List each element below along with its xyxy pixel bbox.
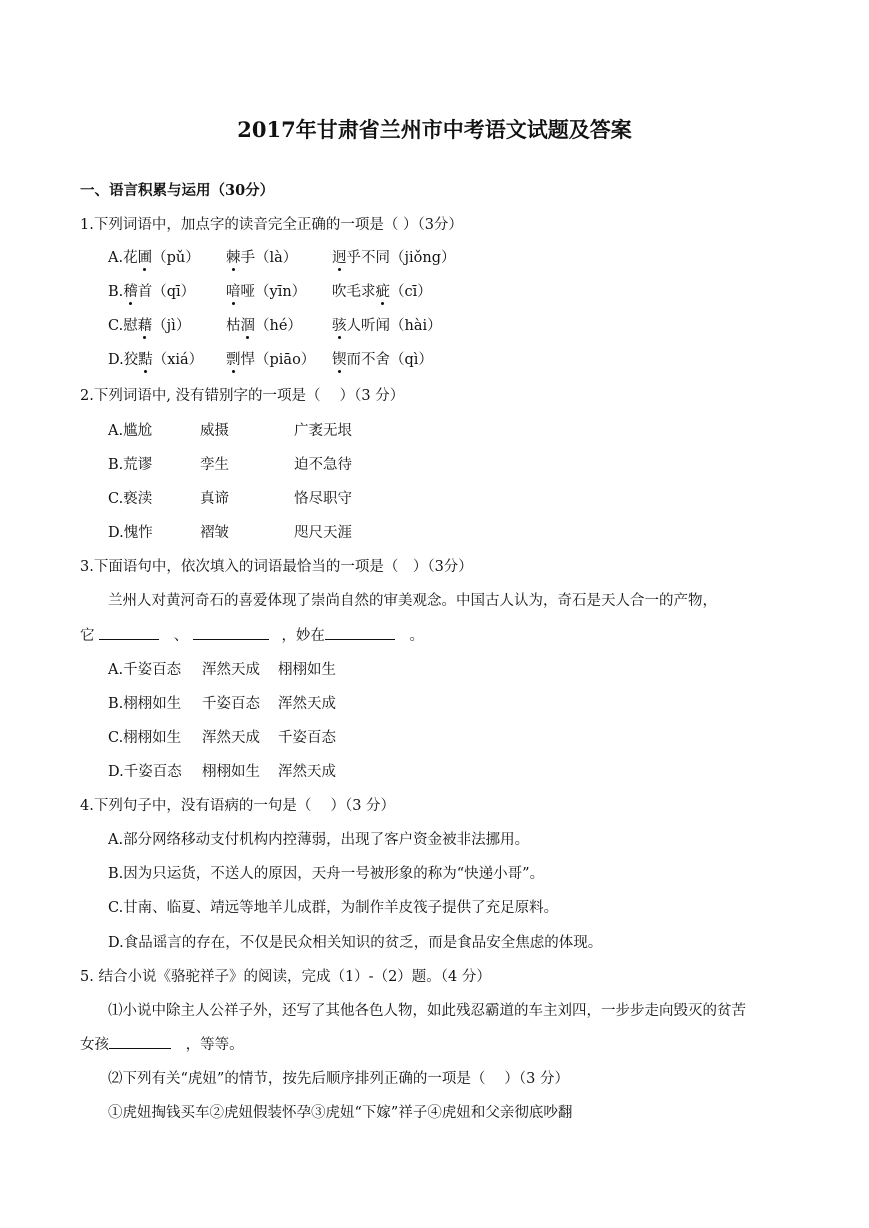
question-5-part2-sequence: ①虎妞掏钱买车②虎妞假装怀孕③虎妞“下嫁”祥子④虎妞和父亲彻底吵翻 bbox=[108, 1105, 573, 1121]
question-3-option-d: D.千姿百态 栩栩如生 浑然天成 bbox=[108, 764, 336, 780]
fill-blank-3 bbox=[325, 625, 395, 640]
question-2-option-b: B.荒谬 孪生 迫不急待 bbox=[108, 457, 352, 473]
question-3-passage-line2: 它 、 ，妙在 。 bbox=[80, 624, 424, 645]
question-5-part1-line2: 女孩 ，等等。 bbox=[80, 1033, 244, 1054]
question-4-option-a: A.部分网络移动支付机构内控薄弱，出现了客户资金被非法挪用。 bbox=[108, 832, 530, 848]
question-4-option-b: B.因为只运货，不送人的原因，天舟一号被形象的称为“快递小哥”。 bbox=[108, 866, 545, 882]
question-2-stem: 2.下列词语中, 没有错别字的一项是（ ）（3 分） bbox=[80, 388, 405, 404]
question-2-option-c: C.亵渎 真谛 恪尽职守 bbox=[108, 491, 352, 507]
question-1-option-c: C.慰藉（jì） 枯涸（hé） 骇人听闻（hài） bbox=[108, 318, 442, 334]
fill-blank-2 bbox=[193, 625, 269, 640]
question-5-part1-line1: ⑴小说中除主人公祥子外，还写了其他各色人物，如此残忍霸道的车主刘四，一步步走向毁灭的贫苦 bbox=[108, 1003, 746, 1019]
question-3-passage-line1: 兰州人对黄河奇石的喜爱体现了崇尚自然的审美观念。中国古人认为，奇石是天人合一的产物， bbox=[108, 593, 717, 609]
fill-blank-1 bbox=[99, 625, 159, 640]
question-4-option-c: C.甘南、临夏、靖远等地羊儿成群，为制作羊皮筏子提供了充足原料。 bbox=[108, 900, 559, 916]
question-5-part2-stem: ⑵下列有关“虎妞”的情节，按先后顺序排列正确的一项是（ ）（3 分） bbox=[108, 1071, 570, 1087]
fill-blank-4 bbox=[109, 1034, 171, 1049]
question-1-option-a: A.花圃（pǔ） 棘手（là） 迥乎不同（jiǒng） bbox=[108, 250, 456, 266]
question-3-stem: 3.下面语句中，依次填入的词语最恰当的一项是（ ）（3分） bbox=[80, 559, 473, 575]
question-3-option-c: C.栩栩如生 浑然天成 千姿百态 bbox=[108, 730, 336, 746]
question-5-stem: 5. 结合小说《骆驼祥子》的阅读，完成（1）-（2）题。（4 分） bbox=[80, 969, 491, 985]
question-1-option-b: B.稽首（qī） 喑哑（yīn） 吹毛求疵（cī） bbox=[108, 284, 432, 300]
question-1-stem: 1.下列词语中，加点字的读音完全正确的一项是（ ）（3分） bbox=[80, 217, 463, 233]
question-2-option-d: D.愧怍 褶皱 咫尺天涯 bbox=[108, 525, 352, 541]
section-heading: 一、语言积累与运用（30分） bbox=[80, 182, 275, 199]
question-3-option-a: A.千姿百态 浑然天成 栩栩如生 bbox=[108, 662, 336, 678]
question-4-stem: 4.下列句子中，没有语病的一句是（ ）（3 分） bbox=[80, 798, 396, 814]
question-1-option-d: D.狡黠（xiá） 剽悍（piāo） 锲而不舍（qì） bbox=[108, 352, 433, 368]
question-4-option-d: D.食品谣言的存在，不仅是民众相关知识的贫乏，而是食品安全焦虑的体现。 bbox=[108, 935, 603, 951]
question-2-option-a: A.尴尬 威摄 广袤无垠 bbox=[108, 423, 352, 439]
document-title: 2017年甘肃省兰州市中考语文试题及答案 bbox=[237, 117, 632, 142]
question-3-option-b: B.栩栩如生 千姿百态 浑然天成 bbox=[108, 696, 336, 712]
